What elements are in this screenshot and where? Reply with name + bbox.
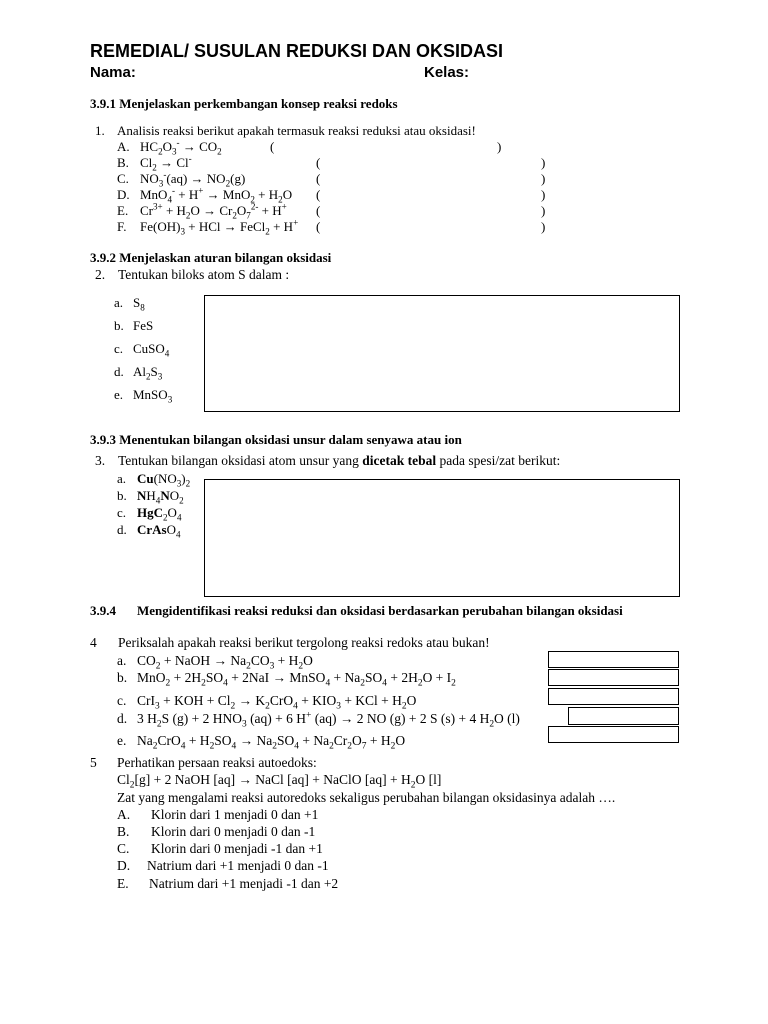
question-number: 5 bbox=[90, 755, 97, 770]
answer-paren-close: ) bbox=[541, 187, 546, 202]
answer-box-3[interactable] bbox=[204, 479, 680, 597]
item-letter: c. bbox=[117, 693, 127, 708]
item-letter: d. bbox=[114, 364, 124, 379]
answer-box-4a[interactable] bbox=[548, 651, 679, 668]
item-letter: B. bbox=[117, 155, 129, 170]
section-heading-394: Mengidentifikasi reaksi reduksi dan oksidasi berdasarkan perubahan bilangan oksidasi bbox=[137, 603, 623, 618]
item-letter: c. bbox=[114, 341, 124, 356]
item-letter: d. bbox=[117, 522, 127, 537]
reaction-equation: $Cl_2[g] + 2$ NaOH [aq] → NaCl [aq] + NaClO $[aq] + H_2O$ [l] bbox=[117, 772, 442, 791]
reaction-equation: $Na_2CrO_4 + H_2SO_4 \to Na_2SO_4 + Na_2Cr_2O_7 + H_2O$ bbox=[137, 733, 406, 752]
formula: $Cu(NO_3)_2$ bbox=[137, 471, 191, 489]
item-letter: D. bbox=[117, 187, 130, 202]
reaction-equation: $Cl_2 \to Cl^-$ bbox=[140, 153, 192, 173]
question-text: Tentukan bilangan oksidasi atom unsur yang dicetak tebal pada spesi/zat berikut: bbox=[118, 453, 561, 468]
formula: $NH_4NO_2$ bbox=[137, 488, 184, 506]
answer-box-4b[interactable] bbox=[548, 669, 679, 686]
formula: CrAsO$_4$ bbox=[137, 522, 181, 540]
reaction-equation: $Cr^{3+} + H_2O \to Cr_2O_7^{2-} + H^+$ bbox=[140, 201, 287, 221]
formula: $S_8$ bbox=[133, 295, 145, 313]
answer-box-4d[interactable] bbox=[568, 707, 679, 725]
answer-paren-close: ) bbox=[541, 219, 546, 234]
reaction-equation: $CO_2$ + NaOH → $Na_2CO_3 + H_2O$ bbox=[137, 653, 313, 672]
item-letter: F. bbox=[117, 219, 127, 234]
question-number: 2. bbox=[95, 267, 106, 282]
answer-paren-close: ) bbox=[541, 203, 546, 218]
item-letter: e. bbox=[114, 387, 124, 402]
reaction-equation: $MnO_2 + 2H_2SO_4 + 2NaI$ → MnSO$_4$ + $Na_2SO_4 + 2H_2O + I_2$ bbox=[137, 670, 456, 689]
item-letter: b. bbox=[114, 318, 124, 333]
question-text: Tentukan biloks atom S dalam : bbox=[118, 267, 290, 282]
answer-paren-close: ) bbox=[497, 139, 502, 154]
item-letter: d. bbox=[117, 711, 128, 726]
question-text: Perhatikan persaan reaksi autoedoks: bbox=[117, 755, 317, 770]
formula: CuSO$_4$ bbox=[133, 341, 170, 359]
option-text: Klorin dari 0 menjadi 0 dan -1 bbox=[151, 824, 316, 839]
answer-paren-open: ( bbox=[316, 187, 321, 202]
formula: $Al_2S_3$ bbox=[133, 364, 163, 382]
answer-paren-open: ( bbox=[316, 203, 321, 218]
option-text: Klorin dari 0 menjadi -1 dan +1 bbox=[151, 841, 323, 856]
option-letter: D. bbox=[117, 858, 131, 873]
nama-label: Nama: bbox=[90, 64, 136, 81]
reaction-equation: $MnO_4^- + H^+ \to MnO_2 + H_2O$ bbox=[140, 185, 293, 205]
item-letter: a. bbox=[117, 653, 127, 668]
question-text: Periksalah apakah reaksi berikut tergolong reaksi redoks atau bukan! bbox=[118, 635, 490, 650]
section-heading-393: 3.9.3 Menentukan bilangan oksidasi unsur dalam senyawa atau ion bbox=[90, 432, 462, 447]
answer-box-4e[interactable] bbox=[548, 726, 679, 743]
formula: $HgC_2O_4$ bbox=[137, 505, 182, 523]
item-letter: C. bbox=[117, 171, 129, 186]
option-letter: B. bbox=[117, 824, 130, 839]
reaction-equation: $Fe(OH)_3$ + HCl → FeCl$_2$ + H+ bbox=[140, 217, 299, 237]
question-number: 1. bbox=[95, 123, 105, 138]
reaction-equation: $NO_3^-(aq) \to NO_2(g)$ bbox=[140, 169, 246, 189]
reaction-equation: $HC_2O_3^- \to CO_2$ bbox=[140, 137, 222, 157]
answer-paren-open: ( bbox=[316, 219, 321, 234]
section-heading-391: 3.9.1 Menjelaskan perkembangan konsep reaksi redoks bbox=[90, 96, 398, 111]
item-letter: A. bbox=[117, 139, 130, 154]
answer-box-2[interactable] bbox=[204, 295, 680, 412]
page-title: REMEDIAL/ SUSULAN REDUKSI DAN OKSIDASI bbox=[90, 41, 504, 61]
formula: MnSO$_3$ bbox=[133, 387, 173, 405]
item-letter: E. bbox=[117, 203, 129, 218]
reaction-equation: 3 $H_2S$ (g) + 2 $HNO_3$ (aq) + 6 H+ (aq) → 2 NO (g) + 2 S (s) + 4 $H_2O$ (l) bbox=[137, 710, 520, 730]
answer-paren-close: ) bbox=[541, 171, 546, 186]
option-letter: E. bbox=[117, 876, 129, 891]
question-number: 4 bbox=[90, 635, 97, 650]
option-letter: C. bbox=[117, 841, 130, 856]
answer-paren-open: ( bbox=[316, 171, 321, 186]
option-text: Klorin dari 1 menjadi 0 dan +1 bbox=[151, 807, 319, 822]
item-letter: e. bbox=[117, 733, 127, 748]
question-number: 3. bbox=[95, 453, 106, 468]
item-letter: c. bbox=[117, 505, 127, 520]
answer-paren-close: ) bbox=[541, 155, 546, 170]
option-text: Natrium dari +1 menjadi -1 dan +2 bbox=[149, 876, 339, 891]
formula: FeS bbox=[133, 318, 154, 333]
item-letter: a. bbox=[117, 471, 127, 486]
answer-paren-open: ( bbox=[270, 139, 275, 154]
section-heading-392: 3.9.2 Menjelaskan aturan bilangan oksidasi bbox=[90, 250, 332, 265]
item-letter: b. bbox=[117, 670, 128, 685]
question-prompt: Zat yang mengalami reaksi autoredoks sekaligus perubahan bilangan oksidasinya adalah …. bbox=[117, 790, 616, 805]
reaction-equation: CrI$_3$ + KOH + $Cl_2 \to K_2CrO_4 + KIO_3$ + KCl + $H_2O$ bbox=[137, 693, 417, 712]
item-letter: a. bbox=[114, 295, 124, 310]
answer-box-4c[interactable] bbox=[548, 688, 679, 705]
item-letter: b. bbox=[117, 488, 127, 503]
answer-paren-open: ( bbox=[316, 155, 321, 170]
section-heading-394-number: 3.9.4 bbox=[90, 603, 116, 618]
option-text: Natrium dari +1 menjadi 0 dan -1 bbox=[147, 858, 329, 873]
option-letter: A. bbox=[117, 807, 131, 822]
kelas-label: Kelas: bbox=[424, 64, 470, 81]
question-text: Analisis reaksi berikut apakah termasuk reaksi reduksi atau oksidasi! bbox=[117, 123, 476, 138]
